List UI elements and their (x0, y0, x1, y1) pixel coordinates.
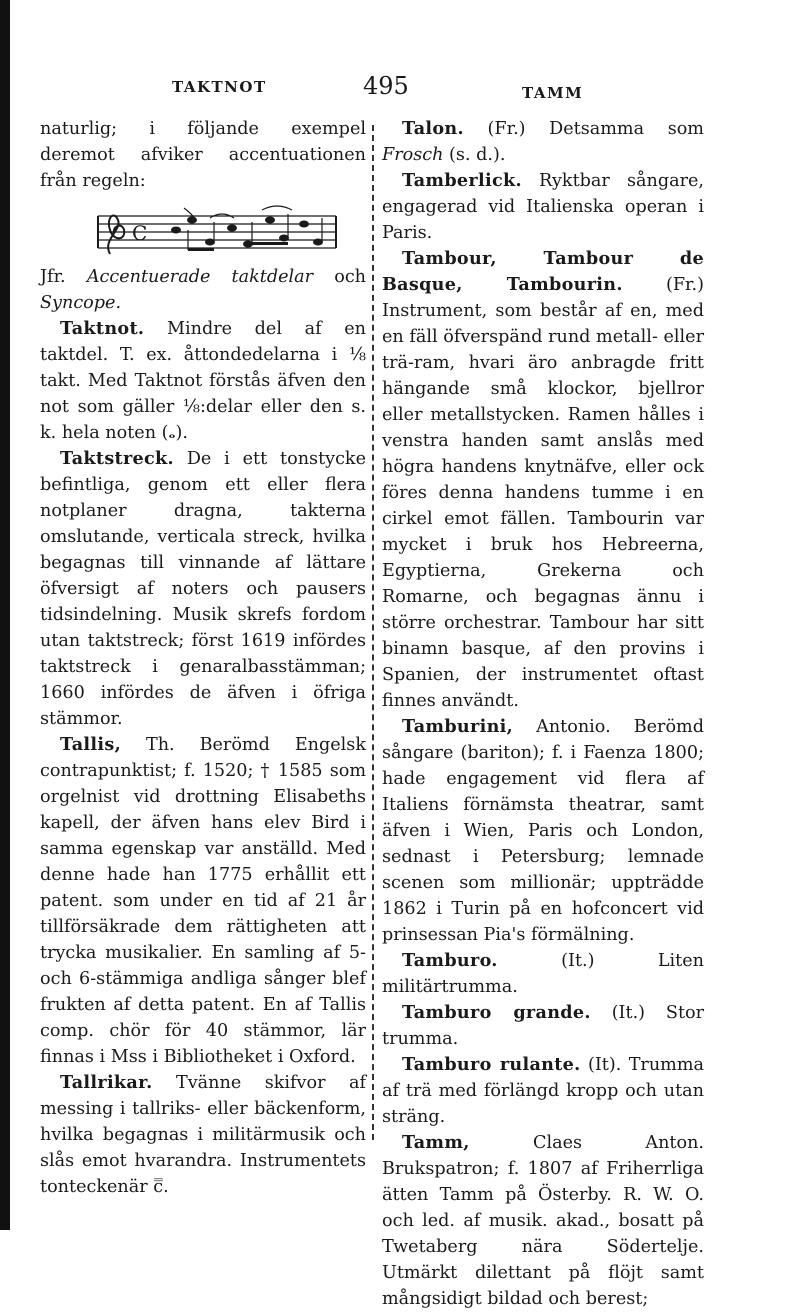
header-right-keyword: TAMM (522, 84, 584, 102)
entry-text: Ryktbar sångare, engagerad vid Italienska operan i Paris. (382, 171, 704, 243)
entry-text: (It.) Liten militärtrumma. (382, 951, 704, 997)
svg-text:C: C (132, 221, 148, 245)
entry-taktnot (40, 316, 366, 446)
entry-text: Mindre del af en taktdel. T. ex. åttondedelarna i ⅛ takt. Med Taktnot förstås äfven den not som gäller ⅛:delar eller den s. k. hela noten (𝅝). (40, 319, 367, 443)
entry-text: (s. d.). (449, 145, 506, 165)
entry-headword: Tamm, (402, 1132, 470, 1153)
left-column (40, 116, 366, 1200)
cross-reference-link: Frosch (382, 145, 444, 165)
entry-tamburo-rulante (382, 1052, 704, 1130)
entry-tamburo-grande (382, 1000, 704, 1052)
column-divider (372, 125, 374, 1140)
cross-reference-prefix: Jfr. (40, 267, 66, 287)
entry-headword: Tambour, Tambour de Basque, Tambourin. (382, 248, 704, 295)
entry-headword: Tamburo. (402, 950, 498, 971)
entry-headword: Tallis, (60, 734, 121, 755)
header-left-keyword: TAKTNOT (172, 78, 267, 96)
right-column (382, 116, 704, 1312)
entry-headword: Tamburo rulante. (402, 1054, 581, 1075)
entry-text: Tvänne skifvor af messing i tallriks- eller bäckenform, hvilka begagnas i militärmusik och slås emot hvarandra. Instrumentets tonteckenär c̿. (40, 1073, 366, 1197)
entry-talon (382, 116, 704, 168)
scan-edge (0, 0, 10, 1230)
entry-text: (It). Trumma af trä med förlängd kropp och utan sträng. (382, 1055, 705, 1127)
entry-headword: Tallrikar. (60, 1072, 153, 1093)
entry-text: (It.) Stor trumma. (382, 1003, 705, 1049)
entry-headword: Taktstreck. (60, 448, 174, 469)
entry-headword: Taktnot. (60, 318, 145, 339)
entry-headword: Tamburo grande. (402, 1002, 591, 1023)
entry-tamburo (382, 948, 704, 1000)
entry-headword: Tamburini, (402, 716, 514, 737)
entry-tamburini (382, 714, 704, 948)
music-example-figure (92, 200, 342, 260)
cross-reference-link: Syncope. (40, 293, 122, 313)
cross-reference (40, 264, 366, 316)
paragraph-continuation: naturlig; i följande exempel deremot afviker accentuationen från regeln: (40, 119, 366, 191)
entry-tamm (382, 1130, 704, 1312)
page-header (0, 72, 800, 112)
entry-text: Antonio. Berömd sångare (bariton); f. i Faenza 1800; hade engagement vid flera af Italiens förnämsta theatrar, samt äfven i Wien, Paris och London, sednast i Petersburg; lemnade scenen som millionär; uppträdde 1862 i Turin på en hofconcert vid prinsessan Pia's förmälning. (382, 717, 704, 945)
entry-text: De i ett tonstycke befintliga, genom ett eller flera notplaner dragna, takterna omslutande, verticala streck, hvilka begagnas till vinnande af lättare öfversigt af noters och pausers tidsindelning. Musik skrefs fordom utan taktstreck; först 1619 infördes taktstreck i genaralbasstämman; 1660 infördes de äfven i öfriga stämmor. (40, 449, 367, 729)
entry-text: Claes Anton. Brukspatron; f. 1807 af Friherrliga ätten Tamm på Österby. R. W. O. och led. af musik. akad., bosatt på Twetaberg nära Södertelje. Utmärkt dilettant på flöjt samt mångsidigt bildad och berest; (382, 1133, 704, 1309)
entry-taktstreck (40, 446, 366, 732)
entry-text: (Fr.) Detsamma som (487, 119, 704, 139)
entry-headword: Talon. (402, 118, 464, 139)
cross-reference-link: Accentuerade taktdelar (86, 267, 314, 287)
cross-reference-conjunction: och (334, 267, 367, 287)
page-number: 495 (363, 72, 409, 100)
entry-text: Th. Berömd Engelsk contrapunktist; f. 1520; † 1585 som orgelnist vid drottning Elisabeths kapell, der äfven hans elev Bird i samma egenskap var anställd. Med denne hade han 1775 erhållit ett patent. som under en tid af 21 år tillförsäkrade dem rättigheten att trycka musikalier. En samling af 5- och 6-stämmiga andliga sånger blef frukten af detta patent. En af Tallis comp. chör för 40 stämmor, lär finnas i Mss i Bibliotheket i Oxford. (40, 735, 366, 1067)
entry-tambour (382, 246, 704, 714)
entry-headword: Tamberlick. (402, 170, 522, 191)
entry-tallrikar (40, 1070, 366, 1200)
entry-tamberlick (382, 168, 704, 246)
entry-tallis (40, 732, 366, 1070)
entry-text: (Fr.) Instrument, som består af en, med en fäll öfverspänd rund metall- eller trä-ram, hvari äro anbragde fritt hängande små klockor, bjellror eller metallstycken. Ramen hålles i venstra handen samt anslås med högra handens knytnäfve, eller ock föres denna handens tumme i en cirkel emot fällen. Tambourin var mycket i bruk hos Hebreerna, Egyptierna, Grekerna och Romarne, och begagnas ännu i större orchestrar. Tambour har sitt binamn basque, af den provins i Spanien, der instrumentet oftast finnes användt. (382, 275, 704, 711)
